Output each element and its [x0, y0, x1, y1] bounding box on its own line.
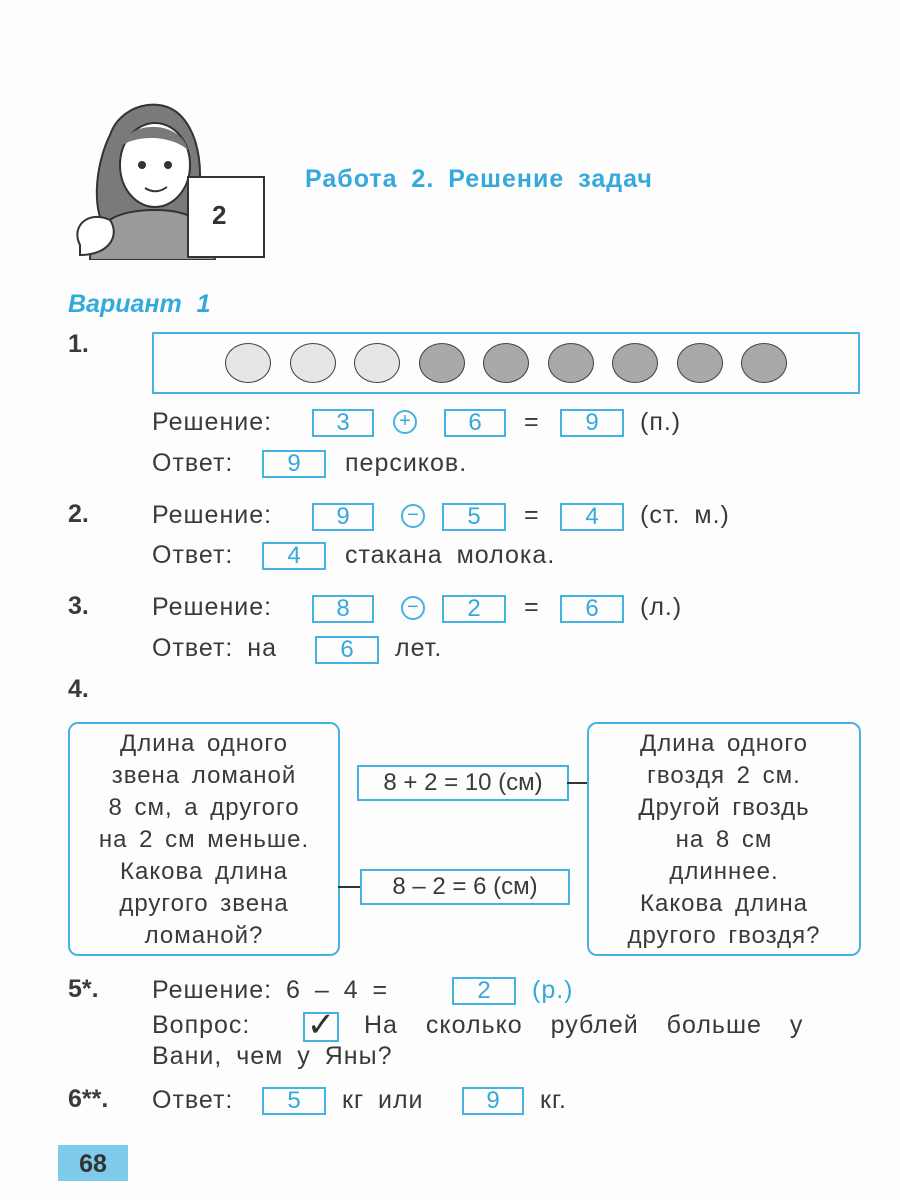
peach-dark	[483, 343, 529, 383]
task-number: 3.	[68, 592, 89, 620]
peach-dark	[741, 343, 787, 383]
card-line: другого звена	[119, 890, 289, 917]
unit-label: (ст. м.)	[640, 501, 730, 529]
answer-text: стакана молока.	[345, 541, 556, 569]
answer-box[interactable]: 6	[315, 636, 379, 664]
minus-sign[interactable]: −	[401, 504, 425, 528]
answer-box[interactable]: 2	[452, 977, 516, 1005]
answer-label: Ответ:	[152, 1086, 234, 1114]
page-title: Работа 2. Решение задач	[305, 165, 653, 193]
card-line: Длина одного	[120, 730, 288, 757]
formula-top: 8 + 2 = 10 (см)	[357, 765, 569, 801]
answer-box[interactable]: 9	[462, 1087, 524, 1115]
card-line: Какова длина	[640, 890, 808, 917]
answer-box[interactable]: 5	[442, 503, 506, 531]
card-line: 8 см, а другого	[108, 794, 300, 821]
answer-box[interactable]: 9	[312, 503, 374, 531]
peach-dark	[612, 343, 658, 383]
task-number: 6**.	[68, 1085, 109, 1113]
connector-line	[567, 782, 587, 784]
card-line: гвоздя 2 см.	[647, 762, 801, 789]
page-number: 68	[58, 1145, 128, 1181]
connector-line	[338, 886, 360, 888]
answer-text: лет.	[395, 634, 443, 662]
solution-label: Решение:	[152, 593, 273, 621]
unit-label: (р.)	[532, 976, 574, 1004]
answer-box[interactable]: 6	[444, 409, 506, 437]
peach-dark	[548, 343, 594, 383]
card-line: звена ломаной	[111, 762, 297, 789]
left-problem-card	[68, 722, 340, 956]
solution-label: Решение: 6 – 4 =	[152, 976, 389, 1004]
task-number: 1.	[68, 330, 89, 358]
answer-label: Ответ: на	[152, 634, 278, 662]
solution-label: Решение:	[152, 408, 273, 436]
card-line: Длина одного	[640, 730, 808, 757]
answer-box[interactable]: 5	[262, 1087, 326, 1115]
card-line: другого гвоздя?	[627, 922, 821, 949]
girl-illustration	[70, 85, 270, 260]
answer-text: персиков.	[345, 449, 468, 477]
answer-text: кг или	[342, 1086, 424, 1114]
plus-sign[interactable]: +	[393, 410, 417, 434]
task-number: 5*.	[68, 975, 99, 1003]
card-line: длиннее.	[669, 858, 779, 885]
answer-box[interactable]: 3	[312, 409, 374, 437]
equals-sign: =	[524, 593, 540, 621]
checkbox-checked[interactable]: ✓	[303, 1012, 339, 1042]
variant-heading: Вариант 1	[68, 290, 211, 318]
formula-bottom: 8 – 2 = 6 (см)	[360, 869, 570, 905]
unit-label: (п.)	[640, 408, 682, 436]
answer-box[interactable]: 2	[442, 595, 506, 623]
task-number: 4.	[68, 675, 89, 703]
answer-box[interactable]: 9	[262, 450, 326, 478]
question-text: Вани, чем у Яны?	[152, 1042, 393, 1070]
card-line: на 8 см	[675, 826, 773, 853]
equals-sign: =	[524, 501, 540, 529]
card-line: на 2 см меньше.	[98, 826, 310, 853]
minus-sign[interactable]: −	[401, 596, 425, 620]
answer-label: Ответ:	[152, 449, 234, 477]
card-line: ломаной?	[144, 922, 264, 949]
peach-light	[290, 343, 336, 383]
answer-box[interactable]: 4	[560, 503, 624, 531]
question-text: На сколько рублей больше у	[364, 1011, 804, 1039]
equals-sign: =	[524, 408, 540, 436]
answer-label: Ответ:	[152, 541, 234, 569]
peach-light	[354, 343, 400, 383]
answer-box[interactable]: 4	[262, 542, 326, 570]
question-label: Вопрос:	[152, 1011, 251, 1039]
answer-box[interactable]: 8	[312, 595, 374, 623]
card-line: Другой гвоздь	[638, 794, 810, 821]
answer-box[interactable]: 6	[560, 595, 624, 623]
peach-light	[225, 343, 271, 383]
answer-box[interactable]: 9	[560, 409, 624, 437]
solution-label: Решение:	[152, 501, 273, 529]
right-problem-card	[587, 722, 861, 956]
card-number: 2	[212, 200, 227, 230]
task-number: 2.	[68, 500, 89, 528]
peach-dark	[419, 343, 465, 383]
card-line: Какова длина	[120, 858, 288, 885]
answer-text: кг.	[540, 1086, 567, 1114]
peach-dark	[677, 343, 723, 383]
unit-label: (л.)	[640, 593, 683, 621]
